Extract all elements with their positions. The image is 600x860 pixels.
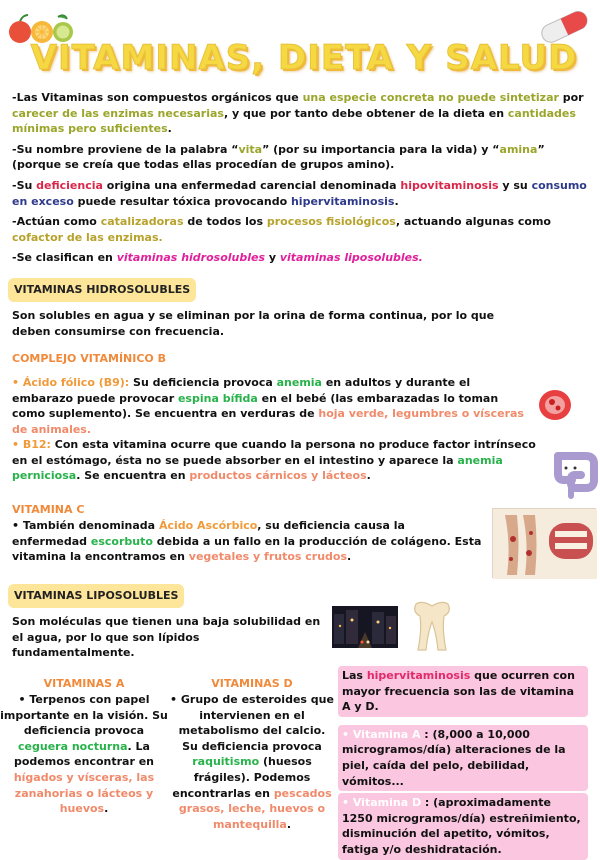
intro-paragraph: [12, 178, 594, 209]
text-run: -Su nombre proviene de la palabra “: [12, 142, 239, 156]
text-run: pescados grasos, leche, huevos o mantequilla: [178, 786, 332, 831]
intro-paragraph: [12, 142, 594, 173]
text-run: .: [286, 817, 292, 831]
text-run: hígados y vísceras, las zanahorias o lácteos y huevos: [13, 771, 155, 816]
text-run: vita: [238, 142, 263, 156]
text-run: .: [167, 122, 172, 136]
text-run: .: [394, 194, 399, 208]
text-run: espina bífida: [177, 391, 258, 405]
text-run: , su deficiencia causa la enfermedad: [12, 519, 405, 548]
intro-paragraph: [12, 90, 594, 137]
text-run: : (8,000 a 10,000 microgramos/día) alteraciones de la piel, caída del pelo, debilidad, vómitos...: [342, 727, 566, 788]
text-run: y su: [498, 179, 532, 193]
text-run: hipervitaminosis: [366, 669, 471, 682]
text-run: raquitismo: [192, 755, 260, 769]
text-run: Ácido Ascórbico: [158, 519, 258, 532]
text-run: por: [558, 91, 584, 104]
text-run: • Vitamina A: [342, 727, 425, 741]
text-run: -Actúan como: [12, 215, 101, 229]
text-run: que ocurren con mayor frecuencia son las de vitamina A y D.: [342, 669, 575, 714]
vit-a-heading: VITAMINAS A: [43, 677, 125, 690]
hidro-heading: VITAMINAS HIDROSOLUBLES: [8, 278, 196, 302]
intro-section: [12, 90, 594, 266]
text-run: hoja verde, legumbres o vísceras de animales.: [12, 407, 524, 436]
text-run: ” (porque se creía que todas ellas procedían de grupos amino).: [12, 142, 545, 172]
text-run: amina: [499, 142, 538, 156]
text-run: una especie concreta no puede sintetizar: [302, 91, 559, 104]
text-run: Las: [342, 669, 367, 682]
text-run: : (aproximadamente 1250 microgramos/día) estreñimiento, disminución del apetito, vómitos, fatiga y/o deshidratación.: [342, 796, 581, 857]
vit-c-paragraph: [12, 518, 482, 565]
intro-paragraph: [12, 250, 594, 266]
text-run: en adultos y durante el embarazo puede provocar: [12, 376, 471, 405]
text-run: • B12:: [12, 438, 51, 451]
intestine-icon: [548, 448, 596, 498]
text-run: hipovitaminosis: [400, 179, 499, 193]
lipo-description: Son moléculas que tienen una baja solubilidad en el agua, por lo que son lípidos fundamentalmente.: [12, 615, 321, 660]
blood-cell-icon: [536, 388, 574, 422]
text-run: consumo en exceso: [12, 179, 587, 208]
text-run: .: [104, 802, 109, 816]
b9-paragraph: [12, 375, 534, 437]
city-photo: [332, 606, 398, 648]
hidro-description: Son solubles en agua y se eliminan por la orina de forma continua, por lo que deben consumirse con frecuencia.: [12, 309, 495, 338]
text-run: • Ácido fólico (B9):: [12, 376, 130, 389]
vit-d-heading: VITAMINAS D: [211, 677, 293, 690]
hiper-intro: [338, 666, 588, 717]
b12-paragraph: [12, 437, 552, 484]
text-run: .: [366, 469, 371, 483]
text-run: debida a un fallo en la producción de colágeno. Esta vitamina la encontramos en: [12, 534, 482, 564]
text-run: deficiencia: [36, 179, 103, 193]
text-run: Su deficiencia provoca: [129, 376, 277, 389]
bone-icon: [410, 600, 454, 654]
text-run: • Vitamina D: [342, 796, 425, 810]
hiper-vit-d: [338, 793, 588, 859]
hiper-box: [338, 666, 588, 860]
text-run: • Grupo de esteroides que intervienen en el metabolismo del calcio. Su deficiencia provoca: [170, 693, 334, 753]
text-run: (huesos frágiles). Podemos encontrarlas en: [172, 755, 312, 800]
text-run: • Terpenos con papel importante en la visión. Su deficiencia provoca: [0, 693, 168, 738]
text-run: . Se encuentra en: [76, 469, 190, 483]
text-run: anemia: [276, 376, 322, 389]
vit-c-heading: VITAMINA C: [12, 503, 85, 516]
text-run: procesos fisiológicos: [266, 215, 396, 229]
text-run: de todos los: [183, 215, 267, 229]
text-run: puede resultar tóxica provocando: [73, 194, 291, 208]
hiper-vit-a: [338, 725, 588, 791]
text-run: , y que por tanto debe obtener de la dieta en: [223, 106, 508, 120]
text-run: ceguera nocturna: [18, 739, 128, 753]
text-run: Con esta vitamina ocurre que cuando la persona no produce factor intrínseco en el estómago, ésta no se puede absorber en el intestino y aparece la: [12, 438, 536, 467]
vit-d-paragraph: [170, 692, 334, 832]
text-run: -Se clasifican en: [12, 251, 117, 265]
text-run: vitaminas hidrosolubles: [116, 251, 266, 265]
scurvy-photo: [492, 508, 596, 578]
text-run: carecer de las enzimas necesarias: [12, 106, 224, 120]
text-run: • También denominada: [12, 519, 159, 532]
text-run: y: [265, 251, 280, 265]
text-run: origina una enfermedad carencial denominada: [102, 179, 401, 193]
intro-paragraph: [12, 214, 594, 245]
page-title: VITAMINAS, DIETA Y SALUD: [30, 38, 578, 78]
text-run: anemia perniciosa: [12, 453, 503, 483]
complejo-b-heading: COMPLEJO VITAMÍNICO B: [12, 352, 166, 365]
text-run: productos cárnicos y lácteos: [189, 469, 367, 483]
vit-a-paragraph: [0, 692, 168, 817]
text-run: cantidades mínimas pero suficientes: [12, 106, 576, 136]
lipo-heading: VITAMINAS LIPOSOLUBLES: [8, 584, 184, 608]
text-run: vitaminas liposolubles.: [279, 251, 423, 265]
text-run: ” (por su importancia para la vida) y “: [262, 142, 500, 156]
text-run: hipervitaminosis: [290, 194, 395, 208]
text-run: .: [347, 550, 352, 564]
text-run: -Las Vitaminas son compuestos orgánicos que: [12, 91, 303, 104]
text-run: . La podemos encontrar en: [13, 739, 154, 769]
text-run: -Su: [12, 179, 37, 193]
text-run: , actuando algunas como: [395, 215, 551, 229]
text-run: vegetales y frutos crudos: [188, 550, 348, 564]
text-run: catalizadoras: [100, 215, 184, 229]
text-run: escorbuto: [90, 534, 153, 548]
text-run: cofactor de las enzimas.: [12, 230, 163, 244]
text-run: en el bebé (las embarazadas lo toman como suplemento). Se encuentra en verduras de: [12, 391, 499, 421]
